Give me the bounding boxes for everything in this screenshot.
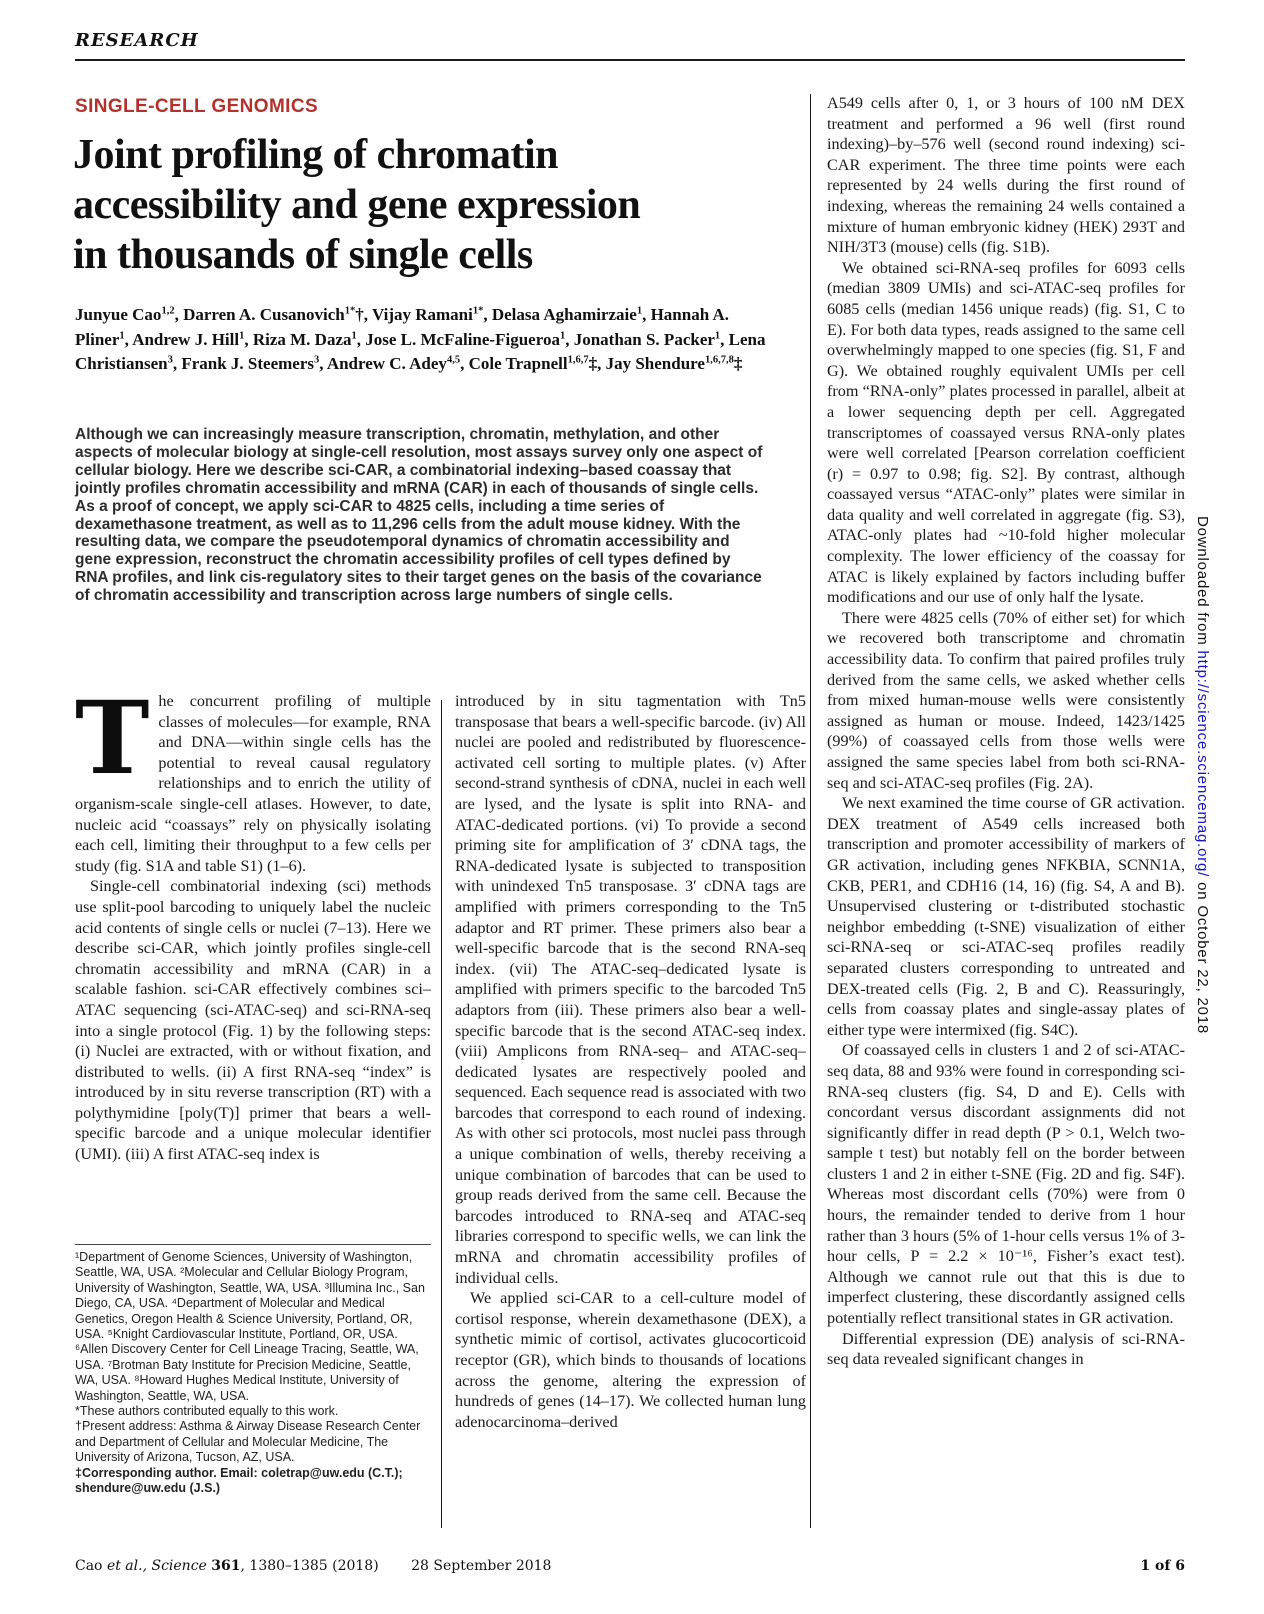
drop-cap-letter: T: [75, 691, 150, 797]
watermark-suffix: on October 22, 2018: [1194, 877, 1211, 1035]
paragraph: A549 cells after 0, 1, or 3 hours of 100 nM DEX treatment and performed a 96 well (first round indexing)–by–576 well (second round indexing) sci-CAR experiment. The three time points were each represented by 24 wells during the first round of indexing, whereas the remaining 24 wells contained a mixture of human embryonic kidney (HEK) 293T and NIH/3T3 (mouse) cells (fig. S1B).: [827, 94, 1185, 257]
paragraph: Of coassayed cells in clusters 1 and 2 of sci-ATAC-seq data, 88 and 93% were found in corresponding sci-RNA-seq clusters (fig. S4, D and E). Cells with concordant versus discordant assignments did not significantly differ in read depth (P > 0.1, Welch two-sample t test) but notably fell on the border between clusters 1 and 2 in either t-SNE (Fig. 2D and fig. S4F). Whereas most discordant cells (70%) were from 0 hours, the remainder tended to derive from 1 hour rather than 3 hours (5% of 1-hour cells versus 1% of 3-hour cells, P = 2.2 × 10⁻¹⁶, Fisher’s exact test). Although we cannot rule out that this is due to imperfect clustering, these discordantly assigned cells potentially reflect transitional states in GR activation.: [827, 1041, 1185, 1328]
author: Junyue Cao$^{1,2}$: [75, 305, 175, 324]
footer-date: 28 September 2018: [411, 1558, 552, 1574]
page-title: [73, 130, 793, 280]
header-rule: [75, 59, 1185, 61]
body-column-1: [75, 691, 431, 1243]
author-list: Junyue Cao$^{1,2}$, Darren A. Cusanovich$^{1*}$†, Vijay Ramani$^{1*}$, Delasa Aghamirzaie$^1$, Hannah A. Pliner$^1$, Andrew J. Hill$^1$, Riza M. Daza$^1$, Jose L. McFaline-Figueroa$^1$, Jonathan S. Packer$^1$, Lena Christiansen$^3$, Frank J. Steemers$^3$, Andrew C. Adey$^{4,5}$, Cole Trapnell$^{1,6,7}$‡, Jay Shendure$^{1,6,7,8}$‡: [75, 305, 766, 373]
paragraph: We obtained sci-RNA-seq profiles for 6093 cells (median 3809 UMIs) and sci-ATAC-seq profiles for 6085 cells (median 1456 unique reads) (fig. S1, C to E). For both data types, reads assigned to the same cell overwhelmingly mapped to one species (fig. S1, F and G). We obtained roughly equivalent UMIs per cell from “RNA-only” plates processed in parallel, albeit at a lower sequencing depth per cell. Aggregated transcriptomes of coassayed versus RNA-only plates were well correlated [Pearson correlation coefficient (r) = 0.97 to 0.98; fig. S2]. By contrast, although coassayed versus “ATAC-only” plates were similar in data quality and well correlated in aggregate (fig. S3), ATAC-only plates had ~10-fold higher molecular complexity. The lower efficiency of the coassay for ATAC is likely explained by factors including buffer modifications and our use of only half the lysate.: [827, 258, 1185, 607]
body-column-3: [827, 93, 1185, 1370]
section-label: SINGLE-CELL GENOMICS: [75, 96, 319, 117]
page-footer: [75, 1558, 1185, 1574]
author: Cole Trapnell$^{1,6,7}$‡: [468, 354, 598, 373]
affiliations-note: ¹Department of Genome Sciences, University of Washington, Seattle, WA, USA. ²Molecular and Cellular Biology Program, University of Washington, Seattle, WA, USA. ³Illumina Inc., San Diego, CA, USA. ⁴Department of Molecular and Medical Genetics, Oregon Health & Science University, Portland, OR, USA. ⁵Knight Cardiovascular Institute, Portland, OR, USA. ⁶Allen Discovery Center for Cell Lineage Tracing, Seattle, WA, USA. ⁷Brotman Baty Institute for Precision Medicine, Seattle, WA, USA. ⁸Howard Hughes Medical Institute, University of Washington, Seattle, WA, USA.: [75, 1250, 425, 1403]
author: Hannah A. Pliner$^1$: [75, 305, 729, 349]
title-line: accessibility and gene expression: [73, 182, 641, 228]
equal-contribution-note: *These authors contributed equally to this work.: [75, 1404, 339, 1419]
author: Darren A. Cusanovich$^{1*}$†: [183, 305, 364, 324]
title-line: Joint profiling of chromatin: [73, 132, 558, 178]
author: Jonathan S. Packer$^1$: [573, 329, 721, 349]
download-watermark: [1194, 516, 1211, 1034]
abstract: Although we can increasingly measure transcription, chromatin, methylation, and other aspects of molecular biology at single-cell resolution, most assays survey only one aspect of cellular biology. Here we describe sci-CAR, a combinatorial indexing–based coassay that jointly profiles chromatin accessibility and mRNA (CAR) in each of thousands of single cells. As a proof of concept, we apply sci-CAR to 4825 cells, including a time series of dexamethasone treatment, as well as to 11,296 cells from the adult mouse kidney. With the resulting data, we compare the pseudotemporal dynamics of chromatin accessibility and gene expression, reconstruct the chromatin accessibility profiles of cell types defined by RNA profiles, and link cis-regulatory sites to their target genes on the basis of the covariance of chromatin accessibility and transcription across large numbers of single cells.: [75, 426, 763, 605]
footer-citation: Cao et al., Science 361, 1380–1385 (2018): [75, 1558, 379, 1574]
paragraph: Differential expression (DE) analysis of sci-RNA-seq data revealed significant changes in: [827, 1329, 1185, 1369]
author: Andrew J. Hill$^1$: [132, 329, 245, 349]
column-divider-1: [441, 700, 442, 1528]
research-banner: RESEARCH: [75, 30, 199, 51]
author: Vijay Ramani$^{1*}$: [371, 305, 484, 324]
present-address-note: †Present address: Asthma & Airway Disease Research Center and Department of Cellular and Molecular Medicine, The University of Arizona, Tucson, AZ, USA.: [75, 1419, 421, 1465]
paragraph: introduced by in situ tagmentation with Tn5 transposase that bears a well-specific barcode. (iv) All nuclei are pooled and redistributed by fluorescence-activated cell sorting to multiple plates. (v) After second-strand synthesis of cDNA, nuclei in each well are lysed, and the lysate is split into RNA- and ATAC-dedicated portions. (vi) To provide a second priming site for amplification of 3′ cDNA tags, the RNA-dedicated lysate is subjected to transposition with unindexed Tn5 transposase. 3′ cDNA tags are amplified with primers corresponding to the Tn5 adaptor and RT primer. These primers also bear a well-specific barcode that is the second RNA-seq index. (vii) The ATAC-seq–dedicated lysate is amplified with primers specific to the barcoded Tn5 adaptors from (iii). These primers also bear a well-specific barcode that is the second ATAC-seq index. (viii) Amplicons from RNA-seq– and ATAC-seq–dedicated lysates are respectively pooled and sequenced. Each sequence read is associated with two barcodes that correspond to each round of indexing. As with other sci protocols, most nuclei pass through a unique combination of wells, thereby receiving a unique combination of barcodes that can be used to group reads derived from the same cell. Because the barcodes introduced to RNA-seq and ATAC-seq libraries correspond to specific wells, we can link the mRNA and chromatin accessibility profiles of individual cells.: [455, 692, 806, 1287]
paragraph-dropcap: [75, 691, 431, 876]
author: Frank J. Steemers$^3$: [181, 354, 320, 373]
corresponding-author-note[interactable]: ‡Corresponding author. Email: coletrap@uw.edu (C.T.); shendure@uw.edu (J.S.): [75, 1465, 403, 1496]
author: Riza M. Daza$^1$: [252, 329, 357, 349]
author: Jose L. McFaline-Figueroa$^1$: [365, 329, 566, 349]
author: Lena Christiansen$^3$: [75, 329, 766, 373]
footnotes-block: [75, 1244, 431, 1497]
paragraph: Single-cell combinatorial indexing (sci) methods use split-pool barcoding to uniquely label the nucleic acid contents of single cells or nuclei (7–13). Here we describe sci-CAR, which jointly profiles single-cell chromatin accessibility and mRNA (CAR) in a scalable fashion. sci-CAR effectively combines sci–ATAC sequencing (sci-ATAC-seq) and sci-RNA-seq into a single protocol (Fig. 1) by the following steps: (i) Nuclei are extracted, with or without fixation, and distributed to wells. (ii) A first RNA-seq “index” is introduced by in situ reverse transcription (RT) with a polythymidine [poly(T)] primer that bears a well-specific barcode and a unique molecular identifier (UMI). (iii) A first ATAC-seq index is: [75, 877, 431, 1164]
author: Delasa Aghamirzaie$^1$: [491, 305, 643, 324]
watermark-link[interactable]: http://science.sciencemag.org/: [1194, 650, 1211, 878]
column-divider-2: [810, 94, 811, 1528]
footer-page-number: 1 of 6: [1140, 1558, 1185, 1574]
body-column-2: [455, 691, 806, 1531]
paragraph: There were 4825 cells (70% of either set) for which we recovered both transcriptome and chromatin accessibility data. To confirm that paired profiles truly derived from the same cells, we asked whether cells from mixed human-mouse wells were consistently assigned as human or mouse. Indeed, 1423/1425 (99%) of coassayed cells from those wells were assigned the same species label from both sci-RNA-seq and sci-ATAC-seq profiles (Fig. 2A).: [827, 608, 1185, 792]
watermark-prefix: Downloaded from: [1194, 516, 1211, 651]
title-line: in thousands of single cells: [73, 232, 533, 278]
paragraph-text: he concurrent profiling of multiple classes of molecules—for example, RNA and DNA—within single cells has the potential to reveal causal regulatory relationships and to enrich the utility of organism-scale single-cell atlases. However, to date, nucleic acid “coassays” rely on physically isolating each cell, limiting their throughput to a few cells per study (fig. S1A and table S1) (1–6).: [75, 692, 431, 875]
paragraph: We next examined the time course of GR activation. DEX treatment of A549 cells increased both transcription and promoter accessibility of markers of GR activation, including genes NFKBIA, SCNN1A, CKB, PER1, and CDH16 (14, 16) (fig. S4, A and B). Unsupervised clustering or t-distributed stochastic neighbor embedding (t-SNE) visualization of either sci-RNA-seq or sci-ATAC-seq profiles readily separated clusters corresponding to untreated and DEX-treated cells (Fig. 2, B and C). Reassuringly, cells from coassay plates and single-assay plates of either type were intermixed (fig. S4C).: [827, 794, 1185, 1039]
paragraph: We applied sci-CAR to a cell-culture model of cortisol response, wherein dexamethasone (DEX), a synthetic mimic of cortisol, activates glucocorticoid receptor (GR), which binds to thousands of locations across the genome, altering the expression of hundreds of genes (14–17). We collected human lung adenocarcinoma–derived: [455, 1289, 806, 1431]
author: Jay Shendure$^{1,6,7,8}$‡: [605, 354, 743, 373]
author: Andrew C. Adey$^{4,5}$: [326, 354, 461, 373]
